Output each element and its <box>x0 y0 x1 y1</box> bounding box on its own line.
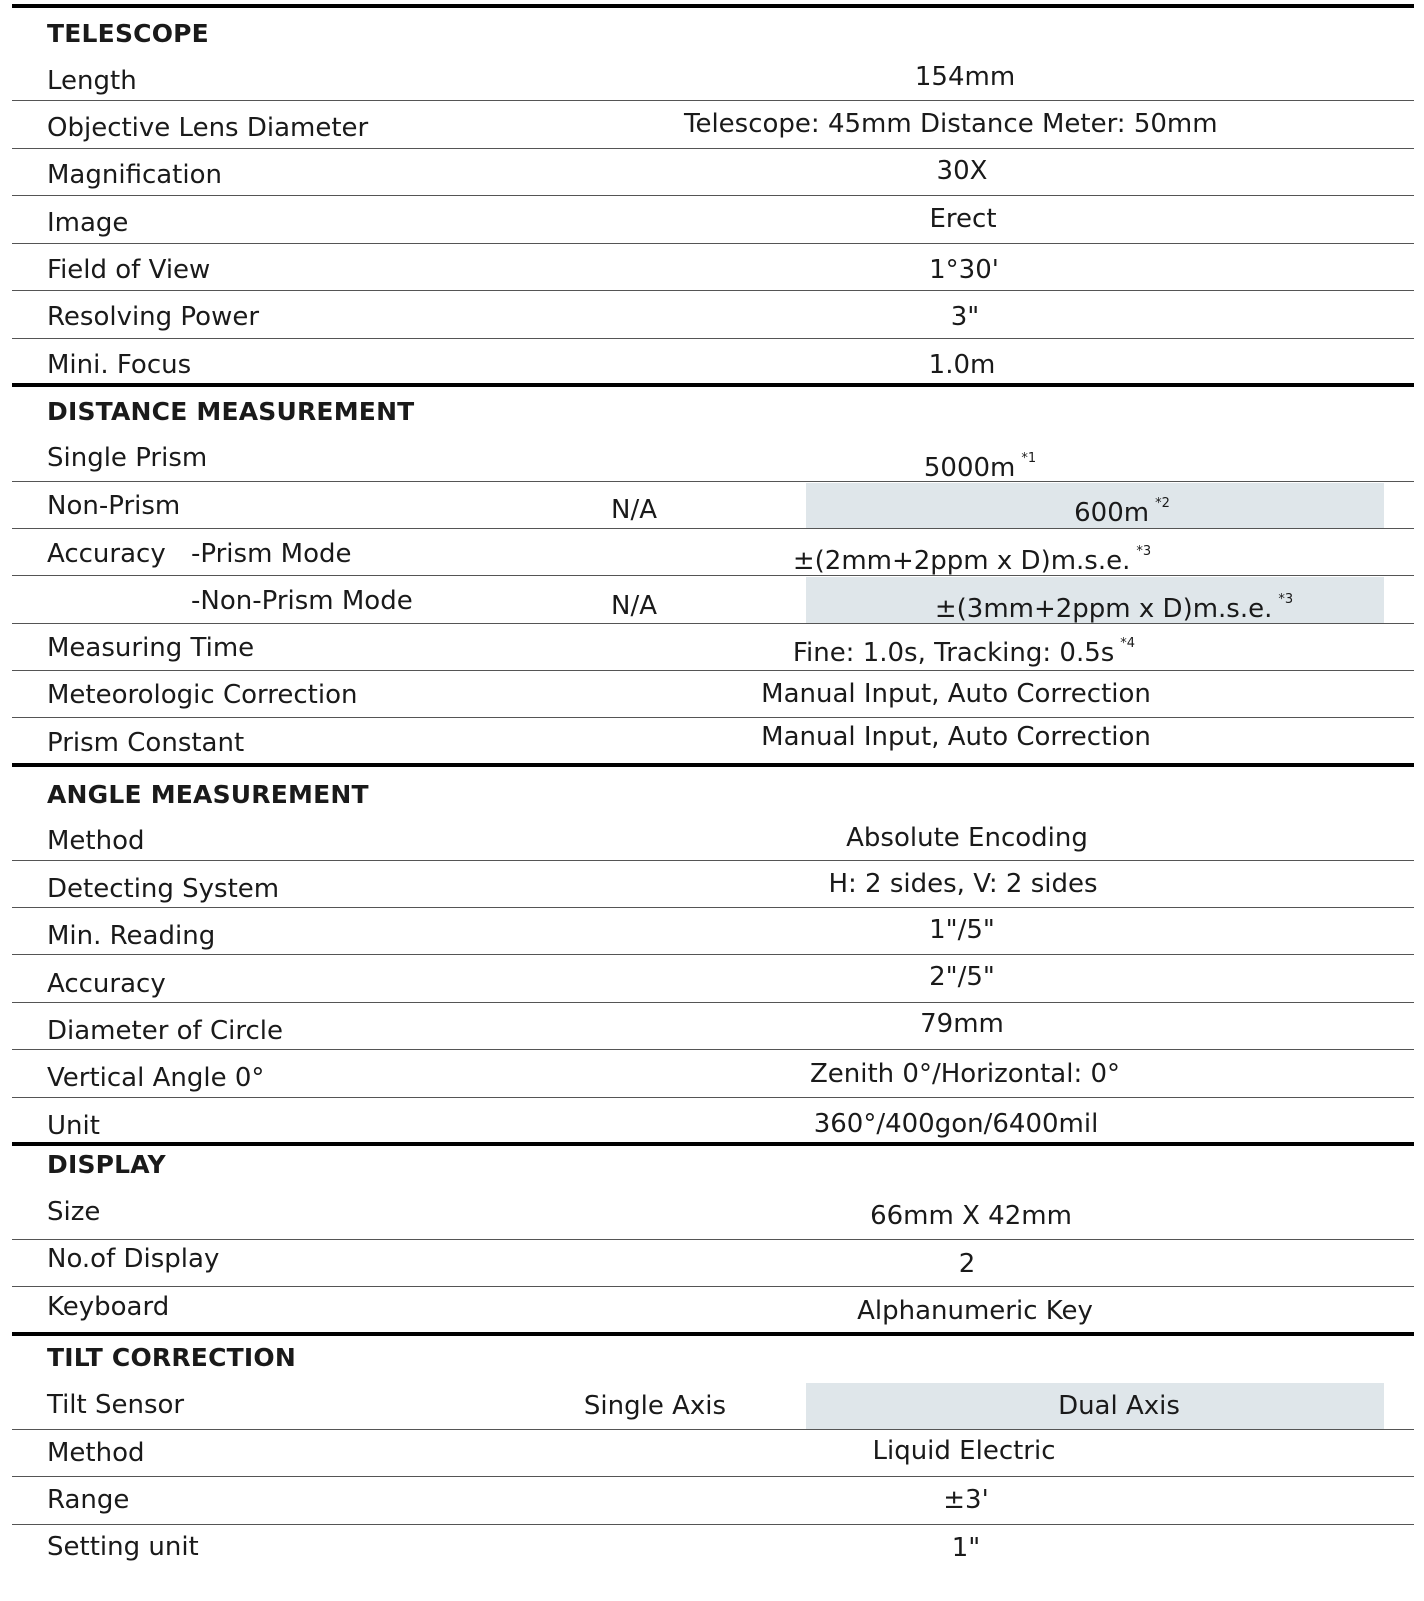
value-range: ±3' <box>943 1485 989 1515</box>
row-divider <box>12 1239 1414 1240</box>
label-method: Method <box>47 826 145 856</box>
row-divider <box>12 290 1414 291</box>
footnote-marker: *3 <box>1136 544 1152 559</box>
label-tilt-method: Method <box>47 1438 145 1468</box>
label-field-of-view: Field of View <box>47 255 211 285</box>
value-single-prism-text: 5000m <box>923 453 1016 483</box>
value-angle-accuracy: 2"/5" <box>929 962 995 992</box>
label-detecting-system: Detecting System <box>47 874 280 904</box>
value-objective-distance-meter: Distance Meter: 50mm <box>920 109 1218 139</box>
label-tilt-sensor: Tilt Sensor <box>47 1390 185 1420</box>
value-non-prism-mode-right <box>935 593 1293 622</box>
value-measuring-time <box>793 637 1135 666</box>
row-divider <box>12 100 1414 101</box>
value-detecting-system: H: 2 sides, V: 2 sides <box>828 869 1098 899</box>
value-measuring-time-text: Fine: 1.0s, Tracking: 0.5s <box>792 638 1115 668</box>
value-tilt-method: Liquid Electric <box>872 1436 1056 1466</box>
label-vertical-angle: Vertical Angle 0° <box>47 1063 265 1093</box>
label-measuring-time: Measuring Time <box>47 633 255 663</box>
label-unit: Unit <box>47 1111 100 1141</box>
footnote-marker: *4 <box>1120 636 1136 651</box>
row-divider <box>12 528 1414 529</box>
value-image: Erect <box>929 204 997 234</box>
footnote-marker: *3 <box>1278 592 1294 607</box>
value-keyboard: Alphanumeric Key <box>857 1296 1093 1326</box>
row-divider <box>12 1476 1414 1477</box>
row-divider <box>12 1097 1414 1098</box>
label-prism-constant: Prism Constant <box>47 728 245 758</box>
value-length: 154mm <box>914 62 1016 92</box>
value-prism-mode <box>793 545 1151 574</box>
label-accuracy: Accuracy <box>47 539 166 569</box>
label-setting-unit: Setting unit <box>47 1532 199 1562</box>
label-range: Range <box>47 1485 130 1515</box>
value-non-prism-mode-left: N/A <box>611 591 657 621</box>
value-unit: 360°/400gon/6400mil <box>813 1109 1099 1139</box>
label-magnification: Magnification <box>47 160 222 190</box>
value-diameter-of-circle: 79mm <box>920 1009 1004 1039</box>
row-divider <box>12 1049 1414 1050</box>
value-setting-unit: 1" <box>951 1533 981 1563</box>
label-objective-lens: Objective Lens Diameter <box>47 113 369 143</box>
value-no-of-display: 2 <box>958 1249 976 1279</box>
label-display-size: Size <box>47 1197 101 1227</box>
section-rule <box>12 1142 1414 1146</box>
section-heading-angle: ANGLE MEASUREMENT <box>47 780 369 809</box>
label-keyboard: Keyboard <box>47 1292 170 1322</box>
row-divider <box>12 338 1414 339</box>
value-single-prism <box>924 452 1036 481</box>
value-meteorologic: Manual Input, Auto Correction <box>761 679 1151 709</box>
row-divider <box>12 1002 1414 1003</box>
value-non-prism-right-text: 600m <box>1074 498 1150 528</box>
row-divider <box>12 481 1414 482</box>
value-mini-focus: 1.0m <box>928 350 996 380</box>
value-magnification: 30X <box>936 156 988 186</box>
row-divider <box>12 954 1414 955</box>
footnote-marker: *1 <box>1021 451 1037 466</box>
label-no-of-display: No.of Display <box>47 1244 220 1274</box>
row-divider <box>12 195 1414 196</box>
label-length: Length <box>47 66 137 96</box>
section-heading-telescope: TELESCOPE <box>47 19 209 48</box>
row-divider <box>12 860 1414 861</box>
value-non-prism-mode-right-text: ±(3mm+2ppm x D)m.s.e. <box>934 594 1273 624</box>
section-heading-tilt: TILT CORRECTION <box>47 1343 296 1372</box>
value-vertical-angle: Zenith 0°/Horizontal: 0° <box>809 1059 1121 1089</box>
label-single-prism: Single Prism <box>47 443 208 473</box>
section-rule <box>12 383 1414 387</box>
value-field-of-view: 1°30' <box>929 255 999 285</box>
value-prism-constant: Manual Input, Auto Correction <box>761 722 1151 752</box>
row-divider <box>12 670 1414 671</box>
row-divider <box>12 575 1414 576</box>
value-tilt-single-axis: Single Axis <box>583 1391 727 1421</box>
value-method: Absolute Encoding <box>846 823 1088 853</box>
value-min-reading: 1"/5" <box>929 915 995 945</box>
label-non-prism-mode: -Non-Prism Mode <box>191 586 413 616</box>
value-objective-telescope: Telescope: 45mm <box>684 109 912 139</box>
value-display-size: 66mm X 42mm <box>870 1201 1072 1231</box>
label-prism-mode: -Prism Mode <box>191 539 352 569</box>
value-resolving-power: 3" <box>950 302 980 332</box>
row-divider <box>12 1286 1414 1287</box>
label-mini-focus: Mini. Focus <box>47 350 192 380</box>
label-diameter-of-circle: Diameter of Circle <box>47 1016 283 1046</box>
value-non-prism-right <box>1074 497 1170 526</box>
label-image: Image <box>47 208 129 238</box>
label-non-prism: Non-Prism <box>47 491 181 521</box>
value-tilt-dual-axis: Dual Axis <box>1058 1391 1180 1421</box>
label-angle-accuracy: Accuracy <box>47 969 166 999</box>
value-non-prism-left: N/A <box>611 495 657 525</box>
value-prism-mode-text: ±(2mm+2ppm x D)m.s.e. <box>792 546 1131 576</box>
label-resolving-power: Resolving Power <box>47 302 260 332</box>
section-heading-display: DISPLAY <box>47 1150 166 1179</box>
row-divider <box>12 1524 1414 1525</box>
row-divider <box>12 243 1414 244</box>
row-divider <box>12 148 1414 149</box>
section-rule <box>12 1332 1414 1336</box>
row-divider <box>12 717 1414 718</box>
row-divider <box>12 907 1414 908</box>
section-rule <box>12 763 1414 767</box>
footnote-marker: *2 <box>1155 496 1170 511</box>
label-min-reading: Min. Reading <box>47 921 216 951</box>
top-rule <box>12 4 1414 8</box>
section-heading-distance: DISTANCE MEASUREMENT <box>47 397 415 426</box>
row-divider <box>12 1429 1414 1430</box>
label-meteorologic: Meteorologic Correction <box>47 680 358 710</box>
